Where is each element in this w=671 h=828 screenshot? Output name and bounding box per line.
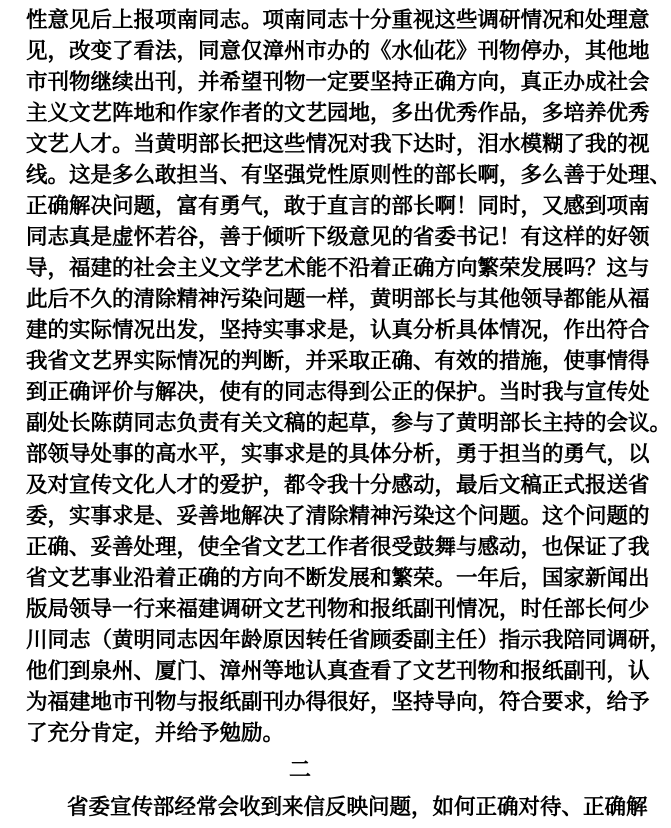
text-line: 建的实际情况出发，坚持实事求是，认真分析具体情况，作出符合 xyxy=(26,318,650,343)
text-line: 此后不久的清除精神污染问题一样，黄明部长与其他领导都能从福 xyxy=(26,287,650,312)
text-line: 副处长陈荫同志负责有关文稿的起草，参与了黄明部长主持的会议。 xyxy=(26,411,671,436)
text-line: 委，实事求是、妥善地解决了清除精神污染这个问题。这个问题的 xyxy=(26,504,650,529)
text-line: 为福建地市刊物与报纸副刊办得很好，坚持导向，符合要求，给予 xyxy=(26,690,650,715)
text-line: 川同志（黄明同志因年龄原因转任省顾委副主任）指示我陪同调研， xyxy=(26,628,671,653)
text-line: 正确解决问题，富有勇气，敢于直言的部长啊！同时，又感到项南 xyxy=(26,194,650,219)
text-line: 导，福建的社会主义文学艺术能不沿着正确方向繁荣发展吗？这与 xyxy=(26,256,650,281)
text-line: 我省文艺界实际情况的判断，并采取正确、有效的措施，使事情得 xyxy=(26,349,650,374)
text-line: 到正确评价与解决，使有的同志得到公正的保护。当时我与宣传处 xyxy=(26,380,650,405)
text-line: 同志真是虚怀若谷，善于倾听下级意见的省委书记！有这样的好领 xyxy=(26,225,650,250)
text-line: 版局领导一行来福建调研文艺刊物和报纸副刊情况，时任部长何少 xyxy=(26,597,650,622)
text-line: 正确、妥善处理，使全省文艺工作者很受鼓舞与感动，也保证了我 xyxy=(26,535,650,560)
text-line: 部领导处事的高水平，实事求是的具体分析，勇于担当的勇气，以 xyxy=(26,442,650,467)
text-line: 省文艺事业沿着正确的方向不断发展和繁荣。一年后，国家新闻出 xyxy=(26,566,650,591)
text-line: 省委宣传部经常会收到来信反映问题，如何正确对待、正确解 xyxy=(67,795,648,820)
text-line: 及对宣传文化人才的爱护，都令我十分感动，最后文稿正式报送省 xyxy=(26,473,650,498)
text-line: 线。这是多么敢担当、有坚强党性原则性的部长啊，多么善于处理、 xyxy=(26,163,671,188)
text-line: 市刊物继续出刊，并希望刊物一定要坚持正确方向，真正办成社会 xyxy=(26,70,650,95)
text-line: 文艺人才。当黄明部长把这些情况对我下达时，泪水模糊了我的视 xyxy=(26,132,650,157)
text-line: 性意见后上报项南同志。项南同志十分重视这些调研情况和处理意 xyxy=(26,8,650,33)
text-line: 主义文艺阵地和作家作者的文艺园地，多出优秀作品，多培养优秀 xyxy=(26,101,650,126)
text-line: 了充分肯定，并给予勉励。 xyxy=(26,721,285,746)
text-line: 见，改变了看法，同意仅漳州市办的《水仙花》刊物停办，其他地 xyxy=(26,39,650,64)
section-number: 二 xyxy=(288,758,311,783)
text-line: 他们到泉州、厦门、漳州等地认真查看了文艺刊物和报纸副刊，认 xyxy=(26,659,650,684)
